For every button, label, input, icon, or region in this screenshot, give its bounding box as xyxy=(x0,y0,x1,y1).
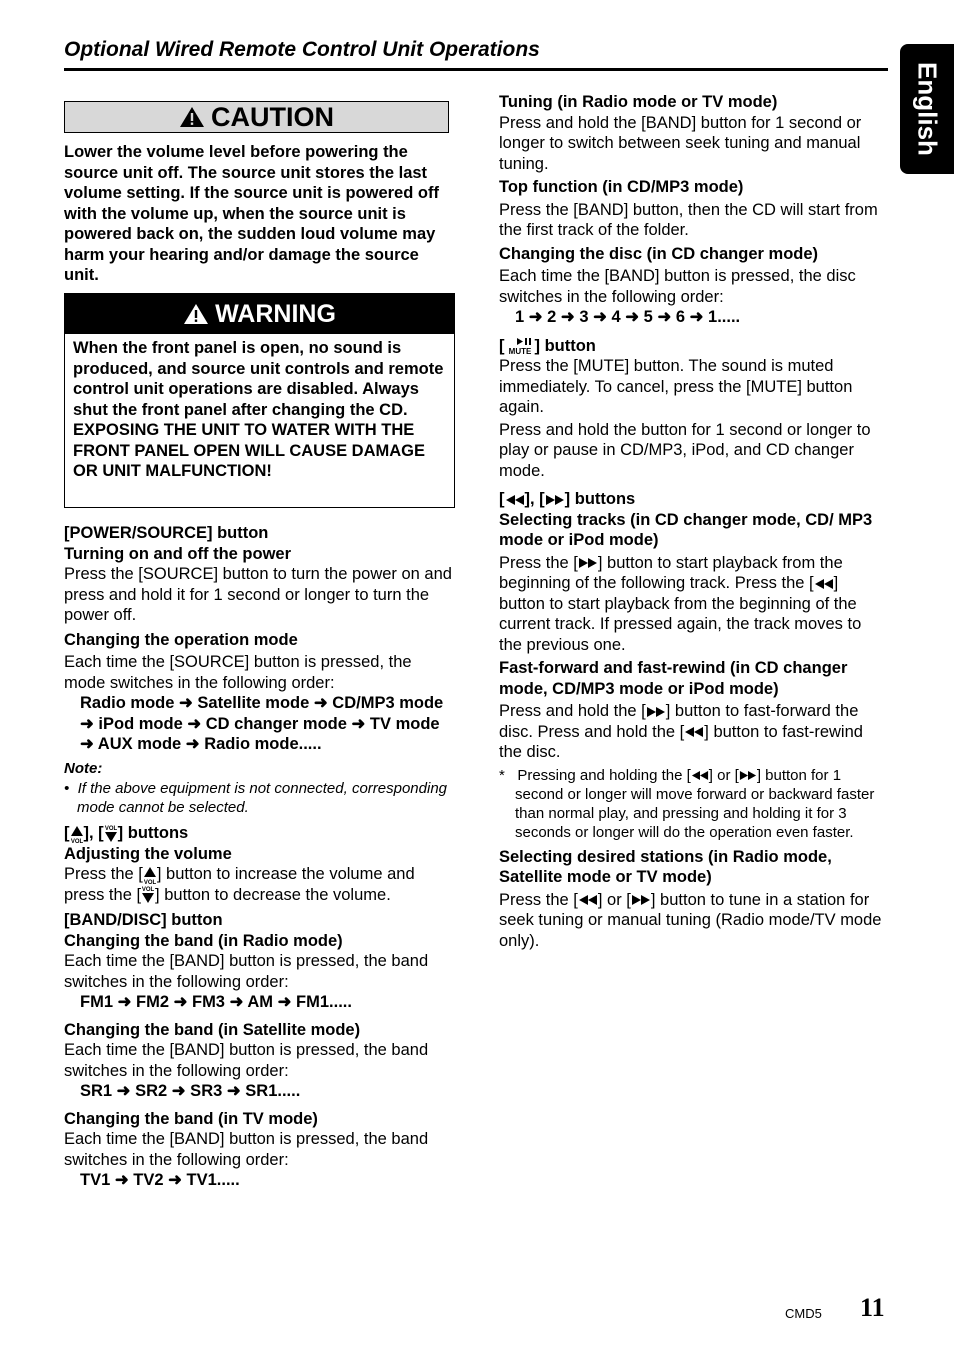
skip-forward-icon xyxy=(739,770,757,781)
skip-heading-text: ] buttons xyxy=(564,490,636,508)
volume-heading-text: ] buttons xyxy=(117,824,189,842)
right-column xyxy=(499,92,887,951)
text-part: ] button to decrease the volume. xyxy=(155,885,391,904)
subheading: Adjusting the volume xyxy=(64,844,232,863)
warning-title: WARNING xyxy=(215,299,336,328)
paragraph xyxy=(499,701,887,763)
play-pause-mute-icon xyxy=(505,337,535,355)
note-text: If the above equipment is not connected, corresponding mode cannot be selected. xyxy=(77,780,448,816)
section-heading: [ VOL ], [ VOL ] buttons xyxy=(64,824,189,844)
subheading: Changing the operation mode xyxy=(64,630,298,649)
skip-back-icon xyxy=(684,726,704,738)
text-part: ] button to fast-forward the disc. Press and hold the [ xyxy=(499,702,859,741)
text-part: ] button to start playback from the beginning of the current track. If pressed again, the track moves to the previous one. xyxy=(499,574,862,654)
skip-back-icon xyxy=(578,894,598,906)
skip-forward-icon xyxy=(545,494,565,506)
page-number: 11 xyxy=(860,1293,885,1322)
text-part: Press the [ xyxy=(499,553,578,572)
paragraph xyxy=(64,864,454,905)
mode-order: Radio mode ➜ Satellite mode ➜ CD/MP3 mode ➜ iPod mode ➜ CD changer mode ➜ TV mode ➜ AUX mode ➜ Radio mode..... xyxy=(80,694,444,753)
language-tab xyxy=(900,44,954,174)
text-part: Press the [ xyxy=(499,890,578,909)
page-header-title: Optional Wired Remote Control Unit Operations xyxy=(64,38,540,61)
paragraph xyxy=(499,890,887,952)
warning-box xyxy=(64,293,455,508)
warning-text-caps: EXPOSING THE UNIT TO WATER WITH THE FRONT PANEL OPEN WILL CAUSE DAMAGE OR UNIT MALFUNCTION! xyxy=(73,421,426,480)
caution-text: Lower the volume level before powering the source unit off. The source unit stores the last volume setting. If the source unit is powered off with the volume up, when the source unit is powered back on, the sudden loud volume may harm your hearing and/or damage the source unit. xyxy=(64,143,439,284)
text-part: ] or [ xyxy=(597,890,631,909)
section-heading: [ MUTE ] button xyxy=(499,336,596,356)
paragraph: Press and hold the button for 1 second or longer to play or pause in CD/MP3, iPod, and CD changer mode. xyxy=(499,420,871,480)
band-order: TV1 ➜ TV2 ➜ TV1..... xyxy=(80,1171,240,1190)
band-order: FM1 ➜ FM2 ➜ FM3 ➜ AM ➜ FM1..... xyxy=(80,993,352,1012)
paragraph: Each time the [BAND] button is pressed, the band switches in the following order: xyxy=(64,1041,429,1080)
paragraph: Press the [BAND] button, then the CD will start from the first track of the folder. xyxy=(499,200,878,239)
caution-title: CAUTION xyxy=(211,101,334,132)
paragraph: Press the [MUTE] button. The sound is muted immediately. To cancel, press the [MUTE] button again. xyxy=(499,357,853,416)
paragraph: Each time the [BAND] button is pressed, the band switches in the following order: xyxy=(64,1130,429,1169)
warning-triangle-icon xyxy=(179,106,205,128)
left-column xyxy=(64,523,454,1191)
warning-text: When the front panel is open, no sound is produced, and source unit controls and remote control unit operations are disabled. Always shut the front panel after changing the CD. xyxy=(73,339,444,419)
model-code: CMD5 xyxy=(785,1306,822,1321)
note-item: • If the above equipment is not connected, corresponding mode cannot be selected. xyxy=(64,780,448,816)
paragraph: Each time the [BAND] button is pressed, the disc switches in the following order: xyxy=(499,267,856,306)
language-label: English xyxy=(912,62,943,156)
subheading: Changing the disc (in CD changer mode) xyxy=(499,244,819,263)
volume-down-icon xyxy=(104,824,118,844)
note-title: Note: xyxy=(64,759,103,777)
subheading: Changing the band (in TV mode) xyxy=(64,1109,318,1128)
disc-order: 1 ➜ 2 ➜ 3 ➜ 4 ➜ 5 ➜ 6 ➜ 1..... xyxy=(515,308,741,326)
mute-heading-text: ] button xyxy=(534,336,596,355)
volume-up-icon xyxy=(70,824,84,844)
skip-back-icon xyxy=(505,494,525,506)
warning-header xyxy=(65,294,454,334)
subheading: Fast-forward and fast-rewind (in CD changer mode, CD/MP3 mode or iPod mode) xyxy=(499,659,848,698)
footnote: * Pressing and holding the [ ] or [ ] button for 1 second or longer will move forward or backward faster than normal play, and pressing and holding it for 3 seconds or longer will do the operation even faster. xyxy=(499,766,875,842)
subheading: Selecting desired stations (in Radio mode, Satellite mode or TV mode) xyxy=(499,847,832,887)
svg-text:VOL: VOL xyxy=(104,825,117,832)
paragraph: Each time the [SOURCE] button is pressed, the mode switches in the following order: xyxy=(64,653,412,692)
volume-up-icon xyxy=(143,865,157,885)
paragraph: Each time the [BAND] button is pressed, the band switches in the following order: xyxy=(64,952,429,991)
svg-text:VOL: VOL xyxy=(70,838,83,844)
subheading: Top function (in CD/MP3 mode) xyxy=(499,178,744,196)
skip-forward-icon xyxy=(578,557,598,569)
warning-body xyxy=(65,334,454,486)
paragraph xyxy=(499,553,887,656)
text-part: ] button to fast-rewind the disc. xyxy=(499,722,863,761)
subheading: Changing the band (in Satellite mode) xyxy=(64,1020,361,1039)
header-divider xyxy=(64,68,888,71)
subheading: Turning on and off the power xyxy=(64,544,291,563)
band-order: SR1 ➜ SR2 ➜ SR3 ➜ SR1..... xyxy=(80,1082,301,1101)
text-part: ] button to increase the volume and press the [ xyxy=(64,865,415,904)
skip-forward-icon xyxy=(646,706,666,718)
warning-triangle-icon xyxy=(183,303,209,325)
svg-text:VOL: VOL xyxy=(141,887,155,894)
skip-back-icon xyxy=(814,578,834,590)
paragraph: Press and hold the [BAND] button for 1 second or longer to switch between seek tuning and manual tuning. xyxy=(499,113,862,173)
skip-back-icon xyxy=(691,770,709,781)
section-heading: [BAND/DISC] button xyxy=(64,911,223,930)
text-part: ] or [ xyxy=(708,766,739,784)
subheading: Selecting tracks (in CD changer mode, CD/ MP3 mode or iPod mode) xyxy=(499,510,873,549)
text-part: ] button to start playback from the beginning of the following track. Press the [ xyxy=(499,553,843,592)
volume-down-icon xyxy=(141,885,155,905)
section-heading: [ ], [ ] buttons xyxy=(499,490,636,508)
text-part: Pressing and holding the [ xyxy=(517,766,691,784)
text-part: Press the [ xyxy=(64,865,143,884)
text-part: ] button for 1 second or longer will move forward or backward faster than normal play, and pressing and holding it for 3 seconds or longer will do the operation even faster. xyxy=(515,766,875,842)
section-heading: [POWER/SOURCE] button xyxy=(64,524,269,542)
svg-text:MUTE: MUTE xyxy=(508,347,531,356)
caution-header xyxy=(64,101,449,133)
skip-forward-icon xyxy=(631,894,651,906)
text-part: ] button to tune in a station for seek tuning or manual tuning (Radio mode/TV mode only). xyxy=(499,890,882,950)
paragraph: Press the [SOURCE] button to turn the power on and press and hold it for 1 second or longer to turn the power off. xyxy=(64,565,452,624)
subheading: Tuning (in Radio mode or TV mode) xyxy=(499,93,778,111)
svg-text:VOL: VOL xyxy=(143,879,157,885)
subheading: Changing the band (in Radio mode) xyxy=(64,931,343,950)
text-part: Press and hold the [ xyxy=(499,702,646,720)
